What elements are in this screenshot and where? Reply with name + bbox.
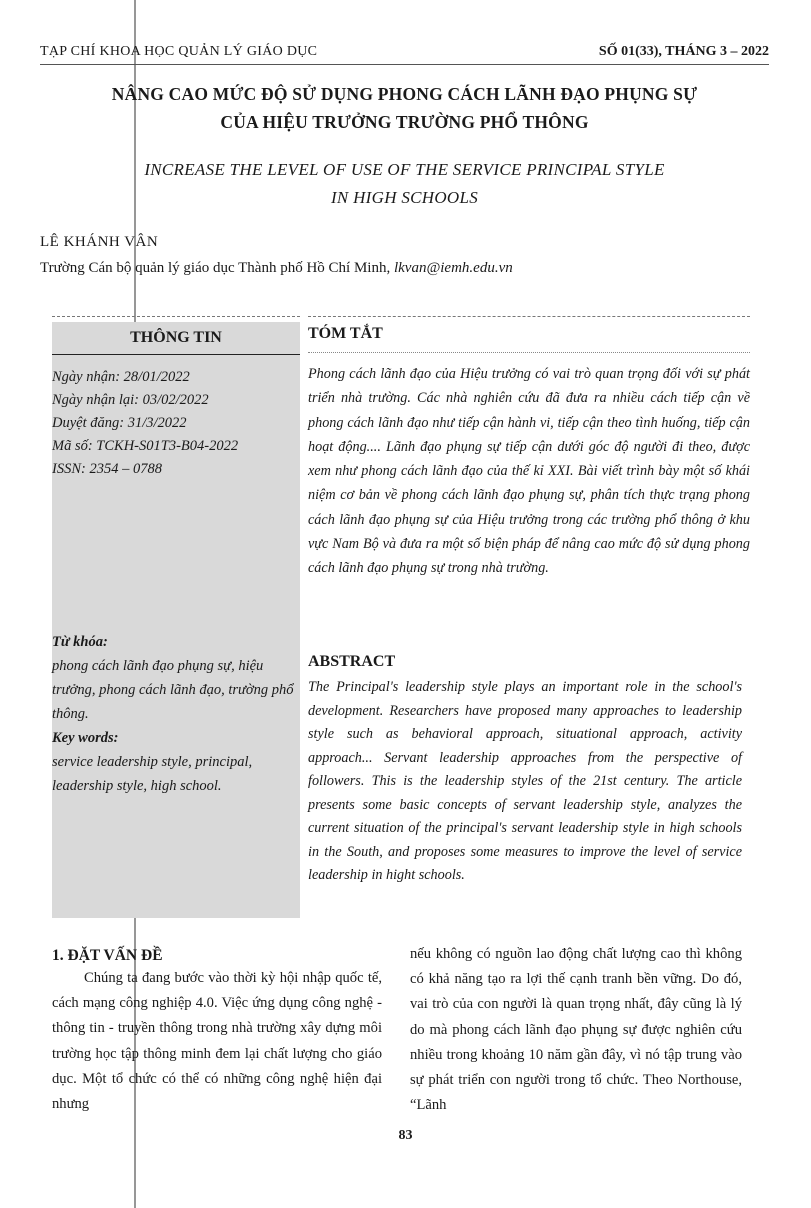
abstract-text: The Principal's leadership style plays an important role in the school's development. Researchers have proposed many approaches to leadership style such as behavioral approach, situational approach, activity approach... Servant leadership approaches from the perspective of followers. This is the leadership styles of the 21st century. The article presents some basic concepts of servant leadership style, analyzes the current situation of the principal's servant leadership style in high schools in the South, and proposes some measures to improve the level of service leadership in hight schools. bbox=[308, 679, 742, 883]
body-column-right: nếu không có nguồn lao động chất lượng cao thì không có khả năng tạo ra lợi thế cạnh tranh bền vững. Do đó, vai trò của con người là quan trọng nhất, đây cũng là lý do mà phong cách lãnh đạo phụng sự được nghiên cứu nhiều trong khoảng 10 năm gần đây, vì nó tập trung vào sự phát triển con người trong tổ chức. Theo Northouse, “Lãnh bbox=[410, 946, 742, 1114]
title-vietnamese bbox=[40, 80, 769, 136]
revised-date: Ngày nhận lại: 03/02/2022 bbox=[52, 392, 209, 408]
author-affiliation bbox=[40, 260, 513, 277]
title-english bbox=[40, 156, 769, 212]
summary-heading: TÓM TẮT bbox=[308, 325, 383, 342]
info-heading: THÔNG TIN bbox=[52, 322, 300, 355]
keywords-en: service leadership style, principal, leadership style, high school. bbox=[52, 754, 253, 794]
info-dates bbox=[52, 366, 238, 481]
author-name: LÊ KHÁNH VÂN bbox=[40, 234, 159, 250]
issn: ISSN: 2354 – 0788 bbox=[52, 461, 162, 477]
summary-text: Phong cách lãnh đạo của Hiệu trưởng có vai trò quan trọng đối với sự phát triển nhà trường. Các nhà nghiên cứu đã đưa ra nhiều cách tiếp cận về phong cách lãnh đạo như tiếp cận hành vi, tiếp cận theo tình huống, tiếp cận hoạt động.... Lãnh đạo phụng sự tiếp cận dưới góc độ người đi theo, được xem như phong cách lãnh đạo của thế kỉ XXI. Bài viết trình bày một số khái niệm cơ bản về phong cách lãnh đạo phụng sự, phân tích thực trạng phong cách lãnh đạo phụng sự của Hiệu trưởng trong các trường phổ thông ở khu vực Nam Bộ và đưa ra một số biện pháp để nâng cao mức độ sử dụng phong cách lãnh đạo phụng sự trong nhà trường. bbox=[308, 366, 750, 577]
divider-right bbox=[308, 316, 750, 317]
page-number: 83 bbox=[398, 1128, 413, 1143]
title-en-line-2: IN HIGH SCHOOLS bbox=[330, 188, 479, 207]
keywords bbox=[52, 630, 298, 798]
running-header bbox=[40, 40, 769, 65]
title-vi-line-2: CỦA HIỆU TRƯỞNG TRƯỜNG PHỔ THÔNG bbox=[220, 112, 589, 132]
body-column-left: Chúng ta đang bước vào thời kỳ hội nhập quốc tế, cách mạng công nghiệp 4.0. Việc ứng dụng công nghệ - thông tin - truyền thông trong nhà trường xây dựng môi trường học tập thông minh đem lại chất lượng cho giáo dục. Một tổ chức có thể có những công nghệ hiện đại nhưng bbox=[52, 970, 382, 1113]
divider-left bbox=[52, 316, 300, 317]
issue-info: SỐ 01(33), THÁNG 3 – 2022 bbox=[598, 44, 769, 59]
journal-name: TẠP CHÍ KHOA HỌC QUẢN LÝ GIÁO DỤC bbox=[40, 44, 318, 59]
abstract-heading: ABSTRACT bbox=[308, 653, 396, 670]
section-heading: 1. ĐẶT VẤN ĐỀ bbox=[52, 947, 163, 964]
author-email[interactable]: lkvan@iemh.edu.vn bbox=[393, 260, 513, 276]
article-code: Mã số: TCKH-S01T3-B04-2022 bbox=[52, 438, 239, 454]
title-en-line-1: INCREASE THE LEVEL OF USE OF THE SERVICE PRINCIPAL STYLE bbox=[144, 160, 665, 179]
article-info-box bbox=[52, 322, 300, 918]
keywords-vi: phong cách lãnh đạo phụng sự, hiệu trưởng, phong cách lãnh đạo, trường phổ thông. bbox=[52, 658, 294, 722]
keywords-label-en: Key words: bbox=[52, 730, 119, 746]
received-date: Ngày nhận: 28/01/2022 bbox=[52, 369, 190, 385]
keywords-label-vi: Từ khóa: bbox=[52, 634, 108, 650]
affiliation-text: Trường Cán bộ quản lý giáo dục Thành phố Hồ Chí Minh, bbox=[40, 260, 391, 276]
approved-date: Duyệt đăng: 31/3/2022 bbox=[52, 415, 187, 431]
title-vi-line-1: NÂNG CAO MỨC ĐỘ SỬ DỤNG PHONG CÁCH LÃNH ĐẠO PHỤNG SỰ bbox=[111, 84, 698, 104]
summary-divider bbox=[308, 352, 750, 353]
